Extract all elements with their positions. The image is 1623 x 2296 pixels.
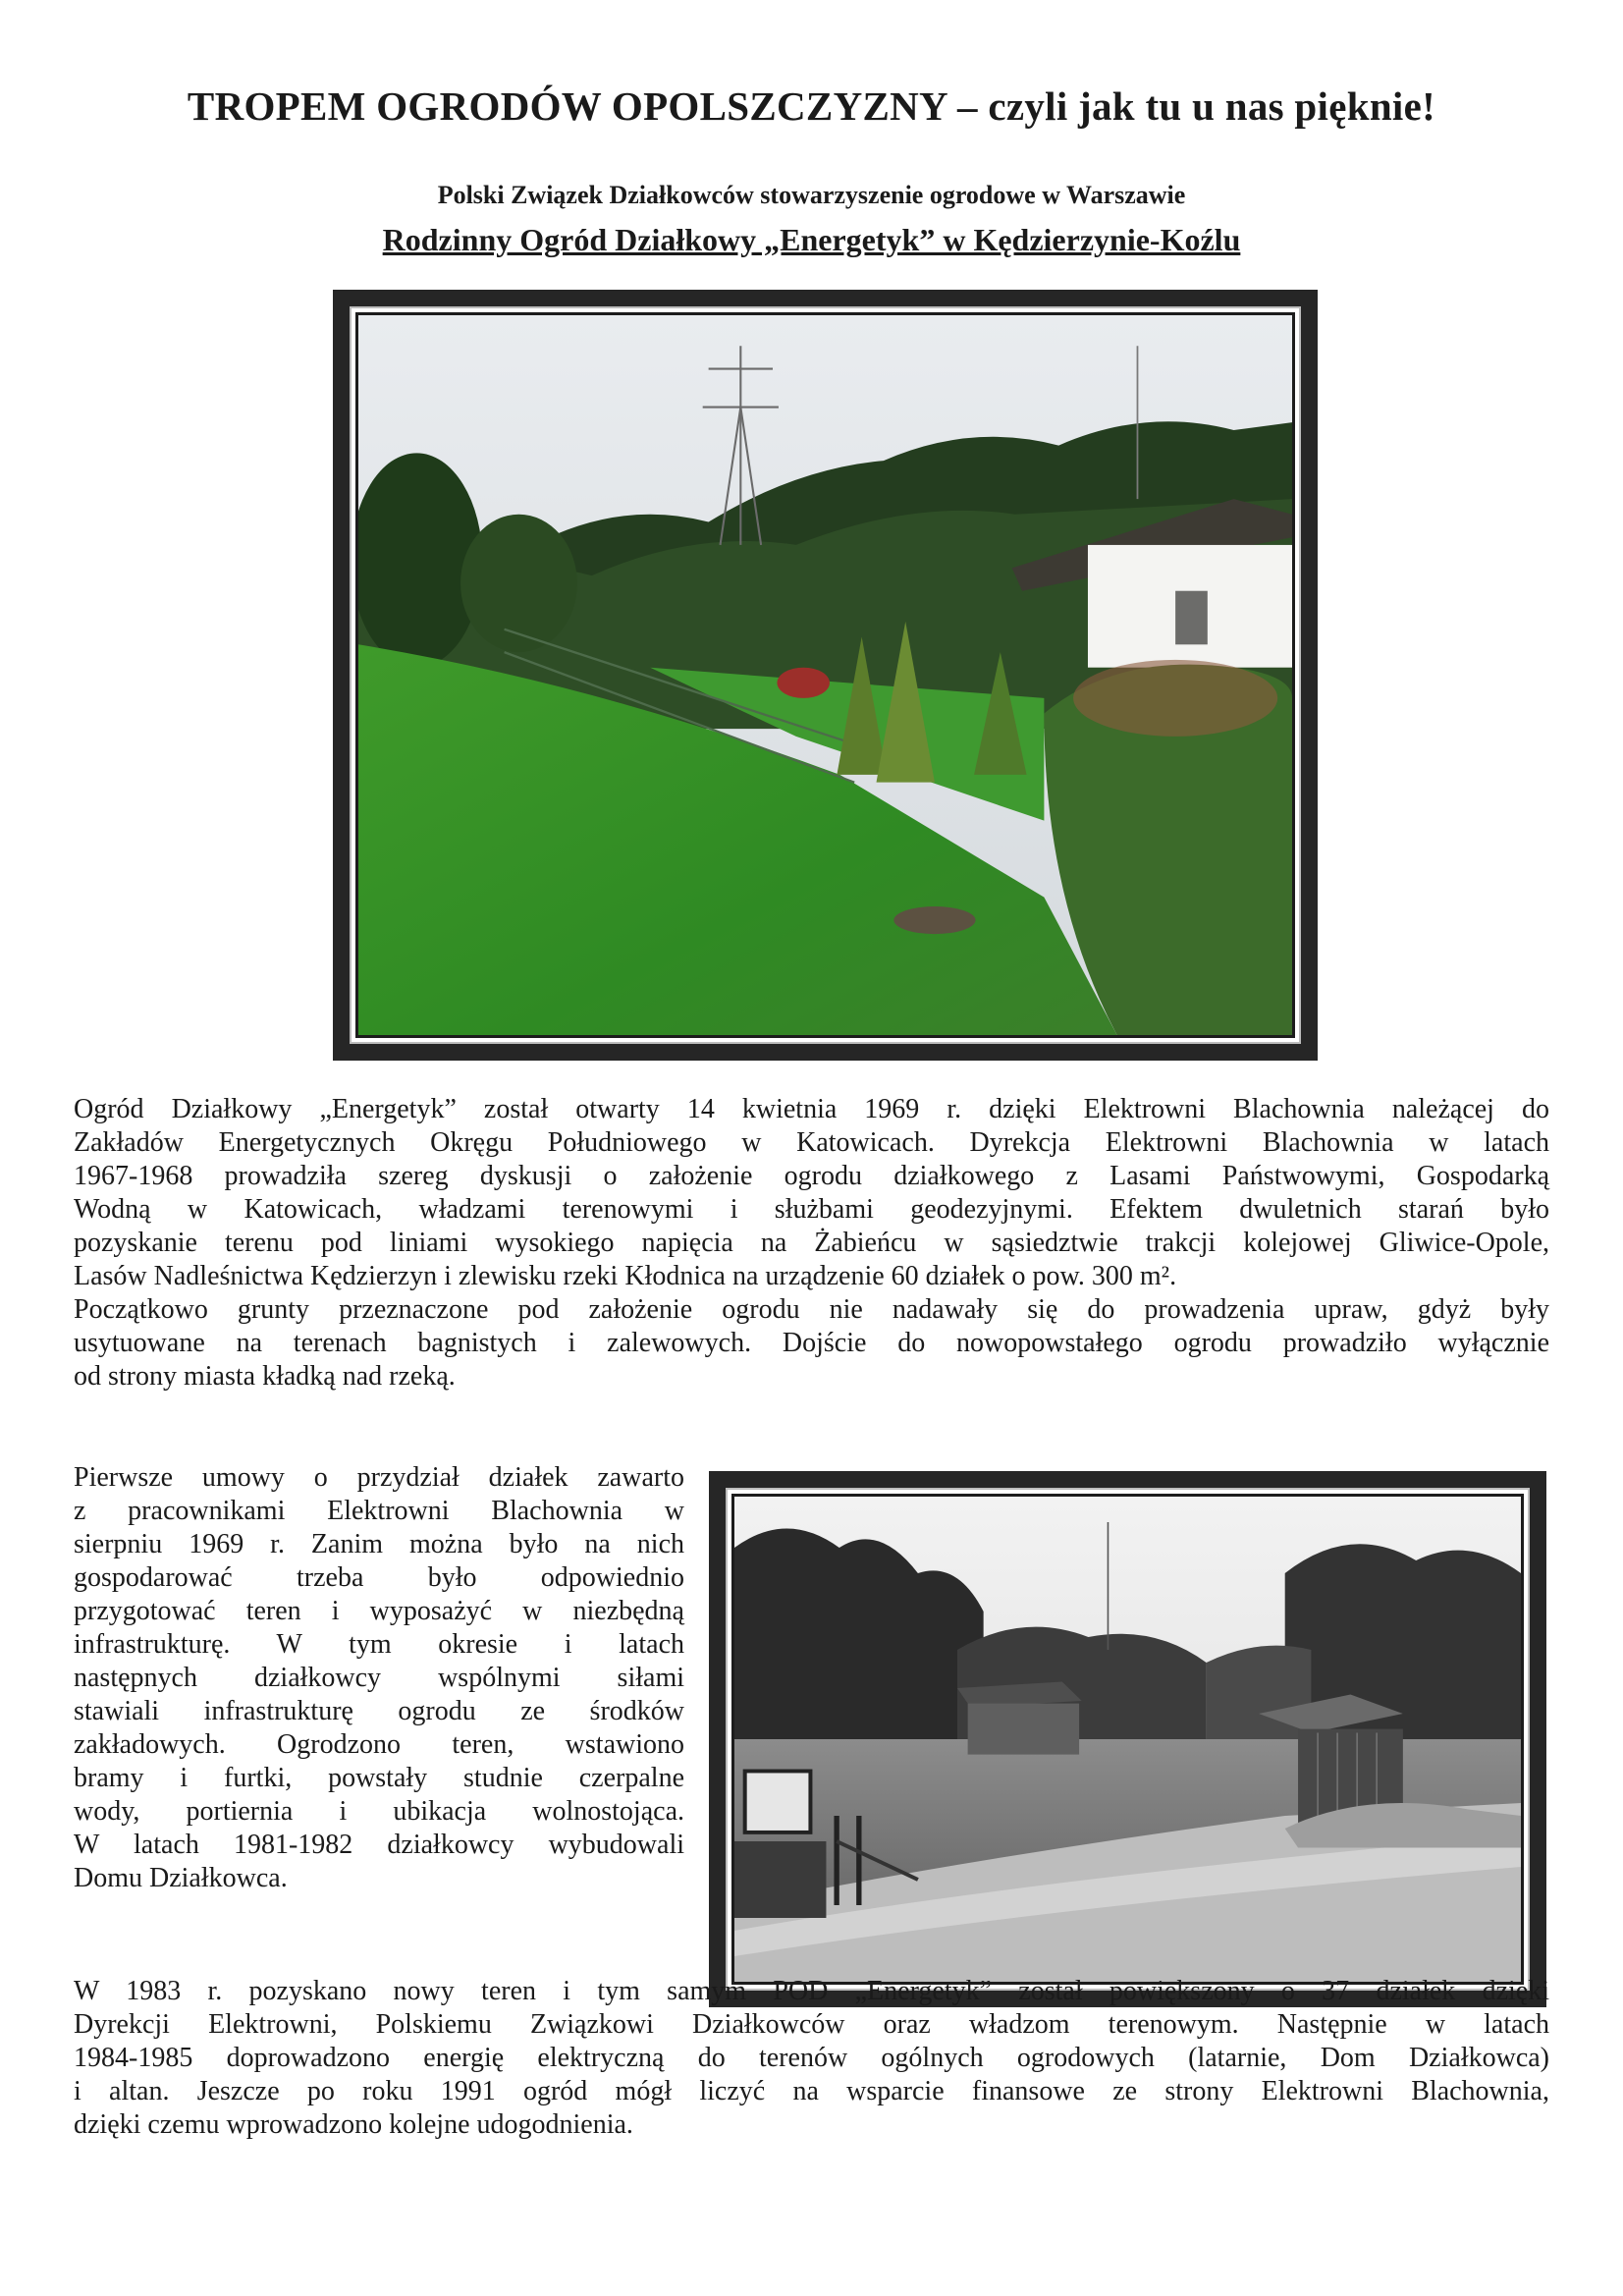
text-line: Ogród Działkowy „Energetyk” został otwarty 14 kwietnia 1969 r. dzięki Elektrowni Blachownia należącej do [74,1094,1549,1124]
history-paragraph-1 [74,1093,1549,1394]
garden-photo-archival [709,1471,1546,2007]
text-line: od strony miasta kładką nad rzeką. [74,1361,456,1392]
history-paragraph-2 [74,1461,684,1895]
text-line: przygotować teren i wyposażyć w niezbędną [74,1596,684,1626]
garden-photo-color [333,290,1318,1061]
document-subtitle: Polski Związek Działkowców stowarzyszenie ogrodowe w Warszawie [437,181,1186,209]
text-line: wody, portiernia i ubikacja wolnostojąca. [74,1796,684,1827]
text-line: 1967-1968 prowadziła szereg dyskusji o założenie ogrodu działkowego z Lasami Państwowymi, Gospodarką [74,1161,1549,1191]
document-heading: Rodzinny Ogród Działkowy „Energetyk” w Kędzierzynie-Koźlu [382,222,1241,257]
text-line: zakładowych. Ogrodzono teren, wstawiono [74,1729,684,1760]
text-line: usytuowane na terenach bagnistych i zalewowych. Dojście do nowopowstałego ogrodu prowadziło wyłącznie [74,1328,1549,1358]
text-line: W latach 1981-1982 działkowcy wybudowali [74,1830,684,1860]
text-line: Zakładów Energetycznych Okręgu Południowego w Katowicach. Dyrekcja Elektrowni Blachownia w latach [74,1127,1549,1158]
text-line: 1984-1985 doprowadzono energię elektryczną do terenów ogólnych ogrodowych (latarnie, Dom Działkowca) [74,2043,1549,2073]
text-line: W 1983 r. pozyskano nowy teren i tym samym POD „Energetyk” został powiększony o 37 działek dzięki [74,1976,1549,2006]
history-paragraph-3 [74,1975,1549,2142]
garden-photo-color-image [358,315,1292,1035]
garden-photo-archival-image [734,1497,1521,1982]
text-line: następnych działkowcy wspólnymi siłami [74,1663,684,1693]
text-line: dzięki czemu wprowadzono kolejne udogodnienia. [74,2109,633,2140]
text-line: Dyrekcji Elektrowni, Polskiemu Związkowi Działkowców oraz władzom terenowym. Następnie w latach [74,2009,1549,2040]
document-title: TROPEM OGRODÓW OPOLSZCZYZNY – czyli jak tu u nas pięknie! [187,83,1436,129]
text-line: z pracownikami Elektrowni Blachownia w [74,1496,684,1526]
text-line: Wodną w Katowicach, władzami terenowymi i służbami geodezyjnymi. Efektem dwuletnich starań było [74,1194,1549,1225]
text-line: Lasów Nadleśnictwa Kędzierzyn i zlewisku rzeki Kłodnica na urządzenie 60 działek o pow. 300 m². [74,1261,1177,1291]
text-line: i altan. Jeszcze po roku 1991 ogród mógł liczyć na wsparcie finansowe ze strony Elektrowni Blachownia, [74,2076,1549,2106]
text-line: gospodarować trzeba było odpowiednio [74,1562,684,1593]
text-line: bramy i furtki, powstały studnie czerpalne [74,1763,684,1793]
text-line: Początkowo grunty przeznaczone pod założenie ogrodu nie nadawały się do prowadzenia upraw, gdyż były [74,1294,1549,1325]
text-line: Domu Działkowca. [74,1863,288,1893]
text-line: sierpniu 1969 r. Zanim można było na nich [74,1529,684,1559]
text-line: infrastrukturę. W tym okresie i latach [74,1629,684,1660]
text-line: pozyskanie terenu pod liniami wysokiego napięcia na Żabieńcu w sąsiedztwie trakcji kolejowej Gliwice-Opole, [74,1228,1549,1258]
text-line: Pierwsze umowy o przydział działek zawarto [74,1462,684,1493]
text-line: stawiali infrastrukturę ogrodu ze środków [74,1696,684,1726]
